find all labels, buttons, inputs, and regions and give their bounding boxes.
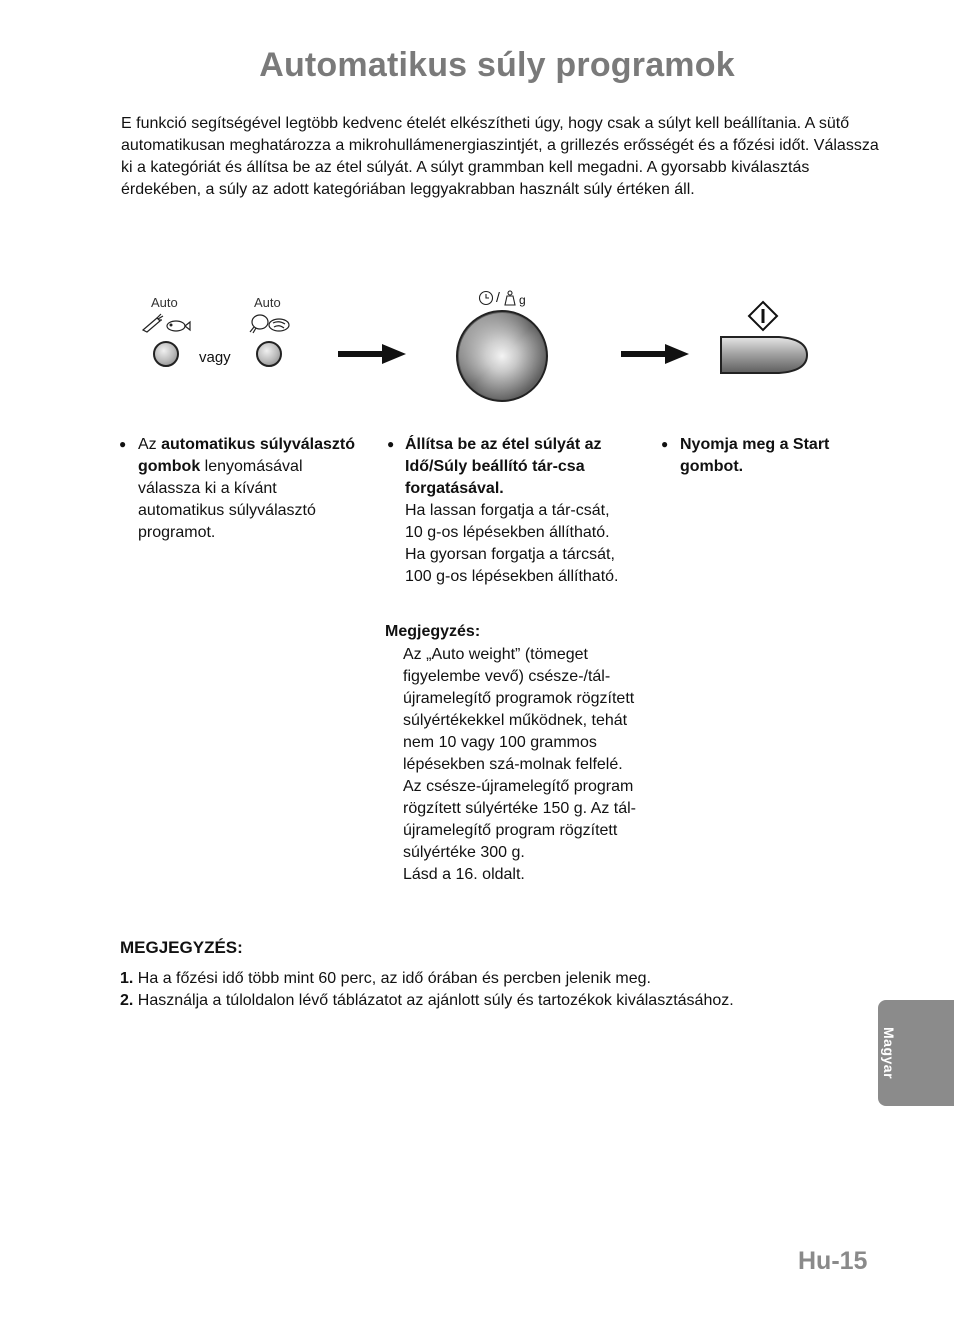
step1-prefix: Az (138, 436, 162, 453)
start-button[interactable] (719, 335, 809, 375)
vegetable-fish-icon (140, 312, 192, 334)
arrow-right-icon (338, 344, 408, 364)
step2-text (405, 434, 630, 588)
start-icon (747, 300, 779, 332)
bullet: ● (661, 437, 669, 451)
step3-text (680, 434, 865, 478)
arrow-right-icon (621, 344, 691, 364)
note-item-1 (120, 968, 880, 990)
note-body: Az „Auto weight” (tömeget figyelembe vevő) csésze-/tál-újramelegítő programok rögzített súlyértékekkel működnek, tehát nem 10 vagy 100 grammos lépésekben szá-molnak felfelé. Az csésze-újramelegítő program rögzített súlyértéke 150 g. Az tál-újramelegítő program rögzített súlyértéke 300 g. (403, 646, 637, 861)
note-reference: Lásd a 16. oldalt. (403, 866, 525, 883)
bullet: ● (119, 437, 127, 451)
notes-heading: MEGJEGYZÉS: (120, 938, 243, 957)
note-item-text: Ha a főzési idő több mint 60 perc, az idő órában és percben jelenik meg. (137, 970, 651, 987)
dial-unit: g (519, 293, 526, 307)
language-tab-label (878, 1000, 900, 1106)
time-weight-dial[interactable] (455, 309, 549, 403)
step1-rest: lenyomásával válassza ki a kívánt automatikus súlyválasztó programot. (138, 458, 316, 541)
step2-bold: Állítsa be az étel súlyát az Idő/Súly beállító tár-csa forgatásával. (405, 436, 602, 497)
dial-slash: / (496, 289, 500, 305)
meat-poultry-icon (248, 312, 292, 334)
intro-paragraph: E funkció segítségével legtöbb kedvenc ételét elkészítheti úgy, hogy csak a súlyt kell beállítania. A sütő automatikusan meghatározza a mikrohullámenergiaszintjét, a grillezés erősségét és a főzési időt. Válassza ki a kategóriát és állítsa be az étel súlyát. A súlyt grammban kell megadni. A gyorsabb kiválasztás érdekében, a súly az adott kategóriában leggyakrabban használt súly értéken áll. (121, 115, 879, 198)
auto-weight-button-2[interactable] (256, 341, 282, 367)
bullet: ● (387, 437, 395, 451)
note-item-number: 1. (120, 970, 134, 987)
page-title: Automatikus súly programok (259, 46, 735, 84)
auto-label-2: Auto (254, 295, 281, 310)
language-tab-text: Magyar (881, 1026, 897, 1080)
page-number: Hu-15 (798, 1247, 868, 1275)
step1-bold: automatikus súlyválasztó gombok (138, 436, 355, 475)
note-item-text: Használja a túloldalon lévő táblázatot az ajánlott súly és tartozékok kiválasztásához. (137, 992, 734, 1009)
step1-text (138, 434, 358, 544)
auto-weight-button-1[interactable] (153, 341, 179, 367)
step3-bold: Nyomja meg a Start gombot. (680, 436, 830, 475)
or-label: vagy (199, 349, 231, 366)
note-item-number: 2. (120, 992, 134, 1009)
auto-label-1: Auto (151, 295, 178, 310)
note-item-2 (120, 990, 880, 1012)
note-title: Megjegyzés: (385, 623, 481, 640)
note-text (403, 644, 643, 886)
step2-rest: Ha lassan forgatja a tár-csát, 10 g-os lépésekben állítható. Ha gyorsan forgatja a tárcsát, 100 g-os lépésekben állítható. (405, 502, 619, 585)
